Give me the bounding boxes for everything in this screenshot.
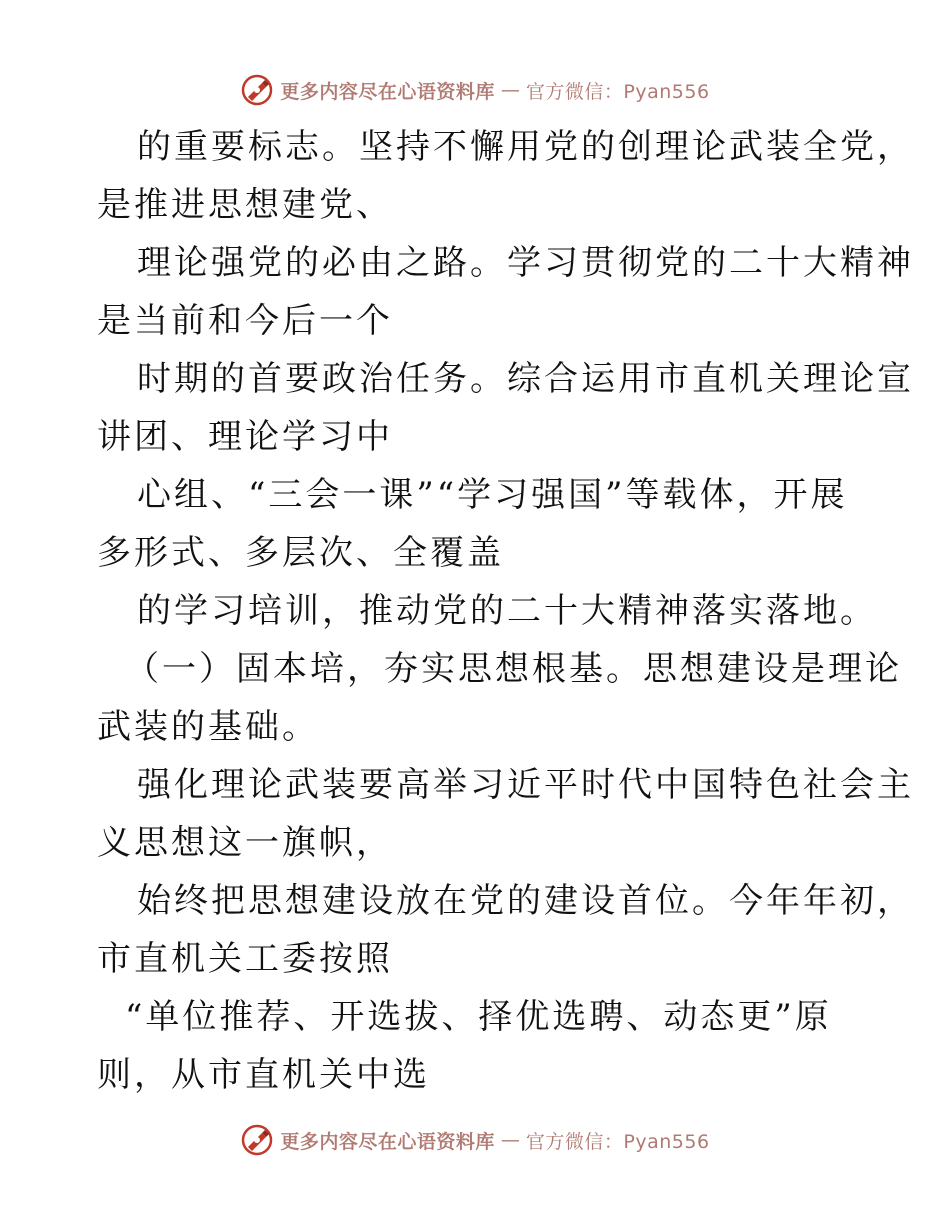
- document-body: [97, 118, 914, 1104]
- footer-brand-text: 更多内容尽在心语资料库: [280, 1130, 495, 1153]
- body-line: 市直机关工委按照: [97, 939, 393, 979]
- body-line: 是推进思想建党、: [97, 185, 393, 225]
- header-banner: [0, 70, 950, 110]
- body-line: 讲团、理论学习中: [97, 417, 393, 457]
- header-separator: —: [500, 79, 520, 101]
- footer-wechat-text: 官方微信：Pyan556: [525, 1130, 710, 1153]
- header-wechat-text: 官方微信：Pyan556: [525, 80, 710, 103]
- body-line: “单位推荐、开选拔、择优选聘、动态更”原: [125, 997, 832, 1037]
- body-line: 理论强党的必由之路。学习贯彻党的二十大精神: [137, 243, 914, 283]
- body-line: （一）固本培，夯实思想根基。思想建设是理论: [125, 649, 902, 689]
- body-line: 始终把思想建设放在党的建设首位。今年年初，: [137, 881, 914, 921]
- body-line: 强化理论武装要高举习近平时代中国特色社会主: [137, 765, 914, 805]
- body-line: 的重要标志。坚持不懈用党的创理论武装全党，: [137, 127, 914, 167]
- footer-banner: [0, 1120, 950, 1160]
- header-brand-text: 更多内容尽在心语资料库: [280, 80, 495, 103]
- pen-logo-icon: [240, 1123, 274, 1157]
- body-line: 时期的首要政治任务。综合运用市直机关理论宣: [137, 359, 914, 399]
- pen-logo-icon: [240, 73, 274, 107]
- body-line: 是当前和今后一个: [97, 301, 393, 341]
- body-line: 则，从市直机关中选: [97, 1055, 430, 1095]
- footer-separator: —: [500, 1129, 520, 1151]
- body-line: 心组、“三会一课”“学习强国”等载体，开展: [137, 475, 848, 515]
- body-line: 武装的基础。: [97, 707, 319, 747]
- body-line: 的学习培训，推动党的二十大精神落实落地。: [137, 591, 877, 631]
- body-line: 义思想这一旗帜，: [97, 823, 393, 863]
- body-line: 多形式、多层次、全覆盖: [97, 533, 504, 573]
